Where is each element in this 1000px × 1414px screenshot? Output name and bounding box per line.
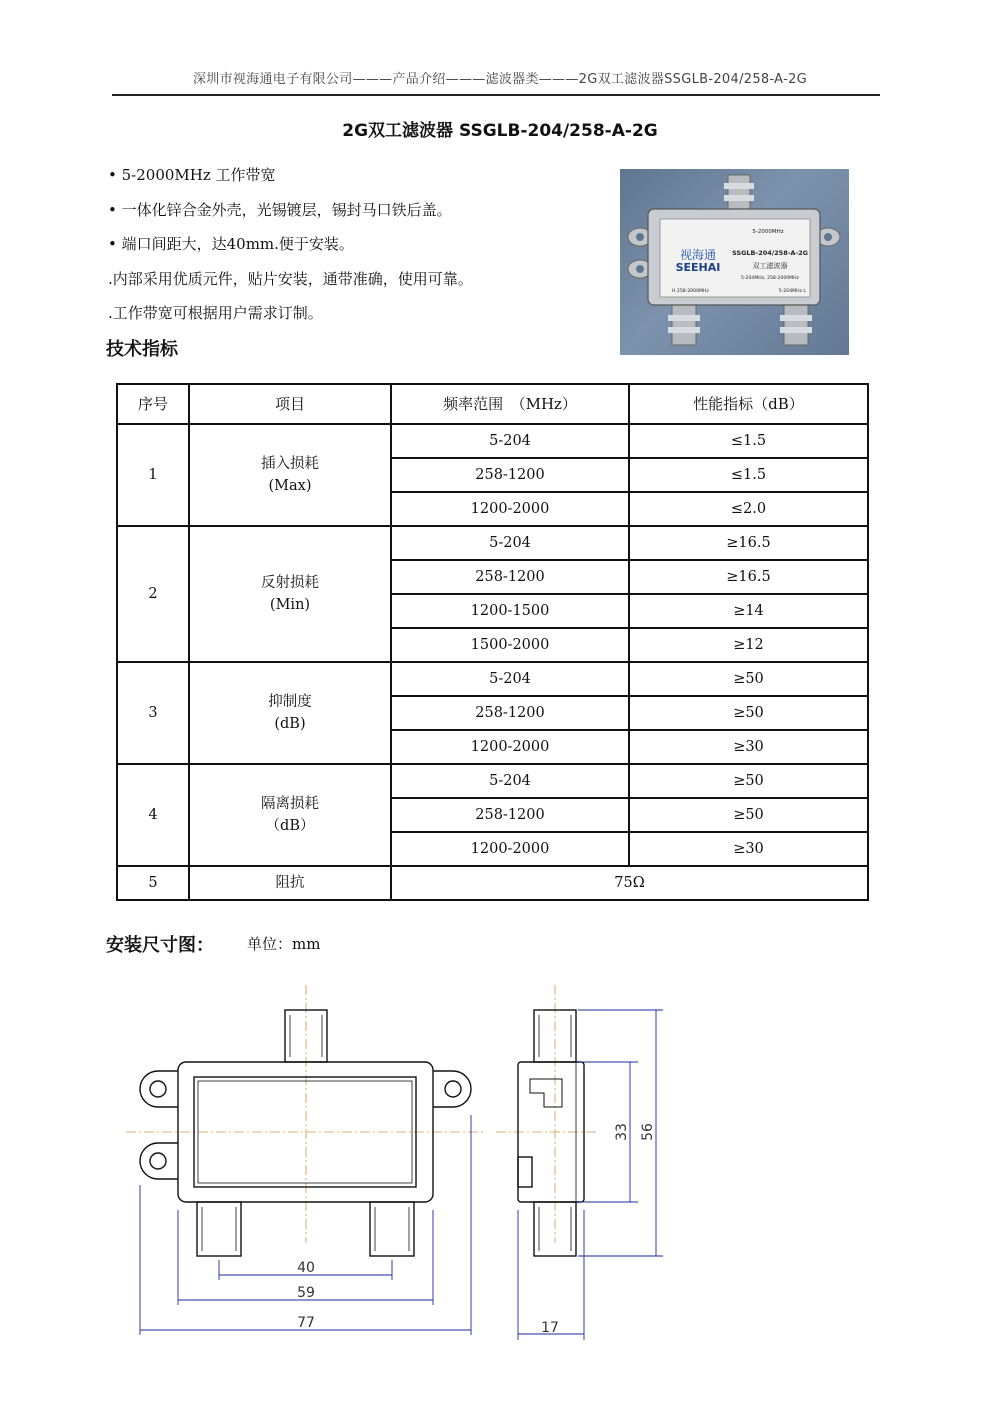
freq-cell: 258-1200: [391, 560, 629, 594]
row-item: [189, 662, 391, 764]
value-cell: ≥50: [629, 662, 868, 696]
label-port-h: H 258-2000MHz: [672, 289, 709, 294]
item-unit: (Max): [268, 478, 312, 494]
row-number: 1: [117, 424, 189, 526]
label-bands: 5-204MHz, 258-2000MHz: [740, 276, 800, 281]
value-cell: ≥30: [629, 730, 868, 764]
row-item: 阻抗: [189, 866, 391, 900]
item-unit: (dB): [274, 716, 306, 732]
freq-cell: 1200-1500: [391, 594, 629, 628]
header-divider: [112, 94, 880, 96]
value-cell: ≥50: [629, 764, 868, 798]
dim-body-height: 33: [614, 1123, 630, 1141]
side-dimensions: [518, 1010, 663, 1340]
item-unit: (Min): [269, 597, 311, 613]
table-row: [117, 662, 868, 696]
product-photo-drawing: [620, 169, 849, 355]
dim-overall-width: 77: [297, 1315, 315, 1331]
front-view: [126, 985, 483, 1256]
feature-item: .工作带宽可根据用户需求订制。: [108, 304, 323, 322]
label-brand-en: SEEHAI: [675, 261, 721, 274]
freq-cell: 5-204: [391, 764, 629, 798]
value-cell: ≥14: [629, 594, 868, 628]
front-dimensions: [140, 1115, 471, 1335]
col-header-no: 序号: [117, 384, 189, 424]
dim-depth: 17: [541, 1320, 559, 1336]
value-cell: ≥16.5: [629, 560, 868, 594]
table-header-row: [117, 384, 868, 424]
feature-item: • 一体化锌合金外壳，光锡镀层，锡封马口铁后盖。: [108, 200, 452, 219]
row-item: [189, 424, 391, 526]
feature-list: [108, 164, 608, 337]
freq-cell: 1200-2000: [391, 832, 629, 866]
item-name: 抑制度: [268, 694, 312, 710]
feature-item: • 5-2000MHz 工作带宽: [108, 166, 276, 184]
col-header-freq: 频率范围 （MHz）: [391, 384, 629, 424]
freq-cell: 5-204: [391, 424, 629, 458]
row-item: [189, 526, 391, 662]
col-header-value: 性能指标（dB）: [629, 384, 868, 424]
value-cell: ≥12: [629, 628, 868, 662]
freq-cell: 1500-2000: [391, 628, 629, 662]
dim-overall-height: 56: [640, 1123, 656, 1141]
table-row: [117, 526, 868, 560]
freq-cell: 1200-2000: [391, 492, 629, 526]
install-unit: 单位：mm: [247, 935, 321, 953]
item-name: 隔离损耗: [261, 796, 319, 812]
value-cell: ≥50: [629, 696, 868, 730]
value-cell: ≥50: [629, 798, 868, 832]
freq-cell: 258-1200: [391, 798, 629, 832]
freq-cell: 5-204: [391, 526, 629, 560]
row-number: 4: [117, 764, 189, 866]
label-name: 双工滤波器: [752, 262, 788, 270]
value-cell: ≥16.5: [629, 526, 868, 560]
feature-item: .内部采用优质元件，贴片安装，通带准确，使用可靠。: [108, 269, 473, 288]
table-row: [117, 866, 868, 900]
value-cell: ≥30: [629, 832, 868, 866]
table-row: [117, 764, 868, 798]
dim-body-width: 59: [297, 1285, 315, 1301]
feature-item: • 端口间距大，达40mm.便于安装。: [108, 235, 354, 253]
install-heading: 安装尺寸图：: [106, 935, 214, 956]
spec-heading: 技术指标: [106, 339, 178, 360]
value-cell: ≤2.0: [629, 492, 868, 526]
page-header: 深圳市视海通电子有限公司———产品介绍———滤波器类———2G双工滤波器SSGLB-204/258-A-2G: [192, 72, 808, 87]
freq-cell: 5-204: [391, 662, 629, 696]
value-cell: ≤1.5: [629, 424, 868, 458]
table-row: [117, 424, 868, 458]
label-port-l: 5-204MHz L: [778, 289, 806, 294]
freq-cell: 258-1200: [391, 696, 629, 730]
label-model: SSGLB-204/258-A-2G: [732, 249, 808, 257]
freq-cell: 258-1200: [391, 458, 629, 492]
value-cell: ≤1.5: [629, 458, 868, 492]
dimension-drawing: [118, 975, 678, 1350]
impedance-value: 75Ω: [391, 866, 868, 900]
side-view: [496, 985, 598, 1256]
col-header-item: 项目: [189, 384, 391, 424]
label-brand-cn: 视海通: [679, 248, 717, 262]
spec-table: [116, 383, 869, 901]
label-band-top: 5-2000MHz: [752, 229, 784, 235]
dim-port-spacing: 40: [297, 1260, 315, 1276]
document-title: 2G双工滤波器 SSGLB-204/258-A-2G: [342, 121, 658, 141]
item-name: 反射损耗: [261, 575, 319, 591]
row-number: 5: [117, 866, 189, 900]
row-item: [189, 764, 391, 866]
row-number: 3: [117, 662, 189, 764]
row-number: 2: [117, 526, 189, 662]
item-name: 插入损耗: [261, 456, 319, 472]
product-photo: [620, 169, 849, 355]
item-unit: （dB）: [265, 818, 315, 834]
freq-cell: 1200-2000: [391, 730, 629, 764]
